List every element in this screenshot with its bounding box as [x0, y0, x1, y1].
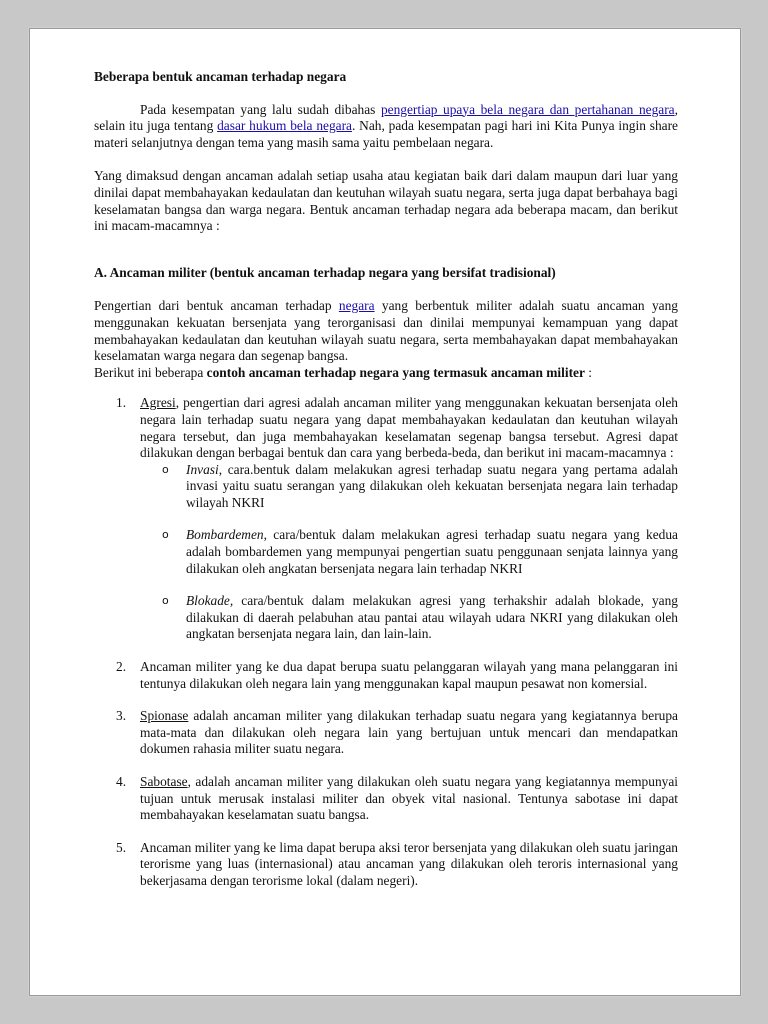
list-text: Ancaman militer yang ke lima dapat berupa aksi teror bersenjata yang dilakukan oleh suatu jaringan terorisme yang luas (internasional) atau ancaman yang dilakukan oleh teroris internasional yang bekerjasama dengan terorisme lokal (dalam negeri). [140, 839, 678, 888]
list-number: 5. [116, 839, 127, 855]
list-text: , pengertian dari agresi adalah ancaman militer yang menggunakan kekuatan bersenjata oleh negara lain terhadap suatu negara yang dapat membahayakan kedaulatan dan keutuhan wilayah negara tersebut, dan juga membahayakan keselamatan segenap bangsa tersebut. Agresi dapat dilakukan dengan berbagai bentuk dan cara yang berbeda-beda, dan berikut ini macam-macamnya : [140, 395, 678, 461]
list-text: , adalah ancaman militer yang dilakukan oleh suatu negara yang kegiatannya mempunyai tujuan untuk merusak instalasi militer dan obyek vital nasional. Tentunya sabotase ini dapat membahayakan keselamatan suatu bangsa. [140, 774, 678, 823]
sub-list [140, 462, 678, 643]
intro-text-3: . Nah, pada kesempatan pagi hari ini Kita Punya ingin share materi selanjutnya dengan tema yang masih sama yaitu pembelaan negara. [94, 118, 678, 150]
intro-paragraph [94, 102, 678, 152]
sub-list-item [140, 527, 678, 577]
list-text: Ancaman militer yang ke dua dapat berupa suatu pelanggaran wilayah yang mana pelanggaran ini tentunya dilakukan oleh negara lain yang menggunakan kapal maupun pesawat non komersial. [140, 659, 678, 691]
list-item [94, 659, 678, 692]
list-term: Sabotase [140, 774, 188, 789]
list-item [94, 395, 678, 643]
document-content [94, 69, 678, 906]
link-dasar-hukum[interactable]: dasar hukum bela negara [217, 118, 352, 134]
examples-intro [94, 365, 678, 382]
link-bela-negara[interactable]: pengertiap upaya bela negara dan pertahanan negara [380, 101, 675, 117]
sub-text: cara/bentuk dalam melakukan agresi yang terhakshir adalah blokade, yang dilakukan di daerah pelabuhan atau pantai atau wilayah udara NKRI yang dilakukan oleh angkatan bersenjata negara lain, dan lain-lain. [186, 593, 678, 642]
document-page [29, 28, 741, 996]
circle-bullet-icon: o [162, 462, 169, 476]
examples-bold: contoh ancaman terhadap negara yang termasuk ancaman militer [206, 364, 585, 380]
link-negara[interactable]: negara [338, 298, 375, 314]
list-term: Agresi [140, 395, 176, 411]
section-a-text-1: Pengertian dari bentuk ancaman terhadap [94, 298, 339, 314]
list-number: 1. [116, 395, 127, 411]
sub-term: Invasi [186, 461, 219, 477]
list-term: Spionase [140, 708, 189, 724]
sub-list-item [140, 462, 678, 512]
list-number: 2. [116, 659, 127, 675]
list-item-body [140, 395, 678, 461]
sub-text: , cara/bentuk dalam melakukan agresi terhadap suatu negara yang kedua adalah bombardemen yang mempunyai pengertian suatu penggunaan senjata lainnya yang dilakukan oleh angkatan bersenjata negara lain terhadap NKRI [186, 527, 678, 576]
list-item [94, 840, 678, 890]
document-title: Beberapa bentuk ancaman terhadap negara [94, 69, 347, 84]
circle-bullet-icon: o [162, 528, 169, 542]
list-number: 4. [116, 774, 127, 789]
sub-term: Bombardemen [186, 527, 264, 543]
definition-paragraph: Yang dimaksud dengan ancaman adalah setiap usaha atau kegiatan baik dari dalam maupun dari luar yang dinilai dapat membahayakan kedaulatan dan keutuhan wilayah suatu negara, serta juga dapat berbahaya bagi keselamatan bangsa dan warga negara. Bentuk ancaman terhadap negara ada beberapa macam, dan berikut ini macam-macamnya : [94, 168, 678, 234]
examples-text-2: : [584, 364, 593, 380]
section-a-heading: A. Ancaman militer (bentuk ancaman terhadap negara yang bersifat tradisional) [94, 264, 556, 280]
intro-text-1: Pada kesempatan yang lalu sudah dibahas [140, 101, 381, 117]
list-item [94, 708, 678, 758]
list-text: adalah ancaman militer yang dilakukan terhadap suatu negara yang kegiatannya berupa mata-mata dan dilakukan oleh negara lain yang bertujuan untuk mencari dan mendapatkan dokumen rahasia militer suatu negara. [140, 708, 678, 757]
section-a-text-2: yang berbentuk militer adalah suatu ancaman yang menggunakan kekuatan bersenjata yang terorganisasi dan dinilai mempunyai kemampuan yang dapat membahayakan kedaulatan dan keutuhan wilayah suatu negara, serta membahayakan dapat membahayakan keselamatan warga negara dan segenap bangsa. [94, 298, 678, 364]
sub-text: , cara.bentuk dalam melakukan agresi terhadap suatu negara yang pertama adalah invasi yaitu suatu serangan yang dilakukan oleh kekuatan bersenjata negara lain terhadap wilayah NKRI [186, 461, 678, 510]
examples-text-1: Berikut ini beberapa [94, 364, 207, 380]
sub-list-item [140, 593, 678, 643]
threat-list [94, 395, 678, 889]
section-a-paragraph [94, 298, 678, 364]
list-item [94, 774, 678, 824]
intro-text-2: , selain itu juga tentang [94, 101, 678, 134]
list-number: 3. [116, 708, 127, 724]
sub-term: Blokade, [186, 593, 234, 609]
circle-bullet-icon: o [162, 594, 169, 608]
